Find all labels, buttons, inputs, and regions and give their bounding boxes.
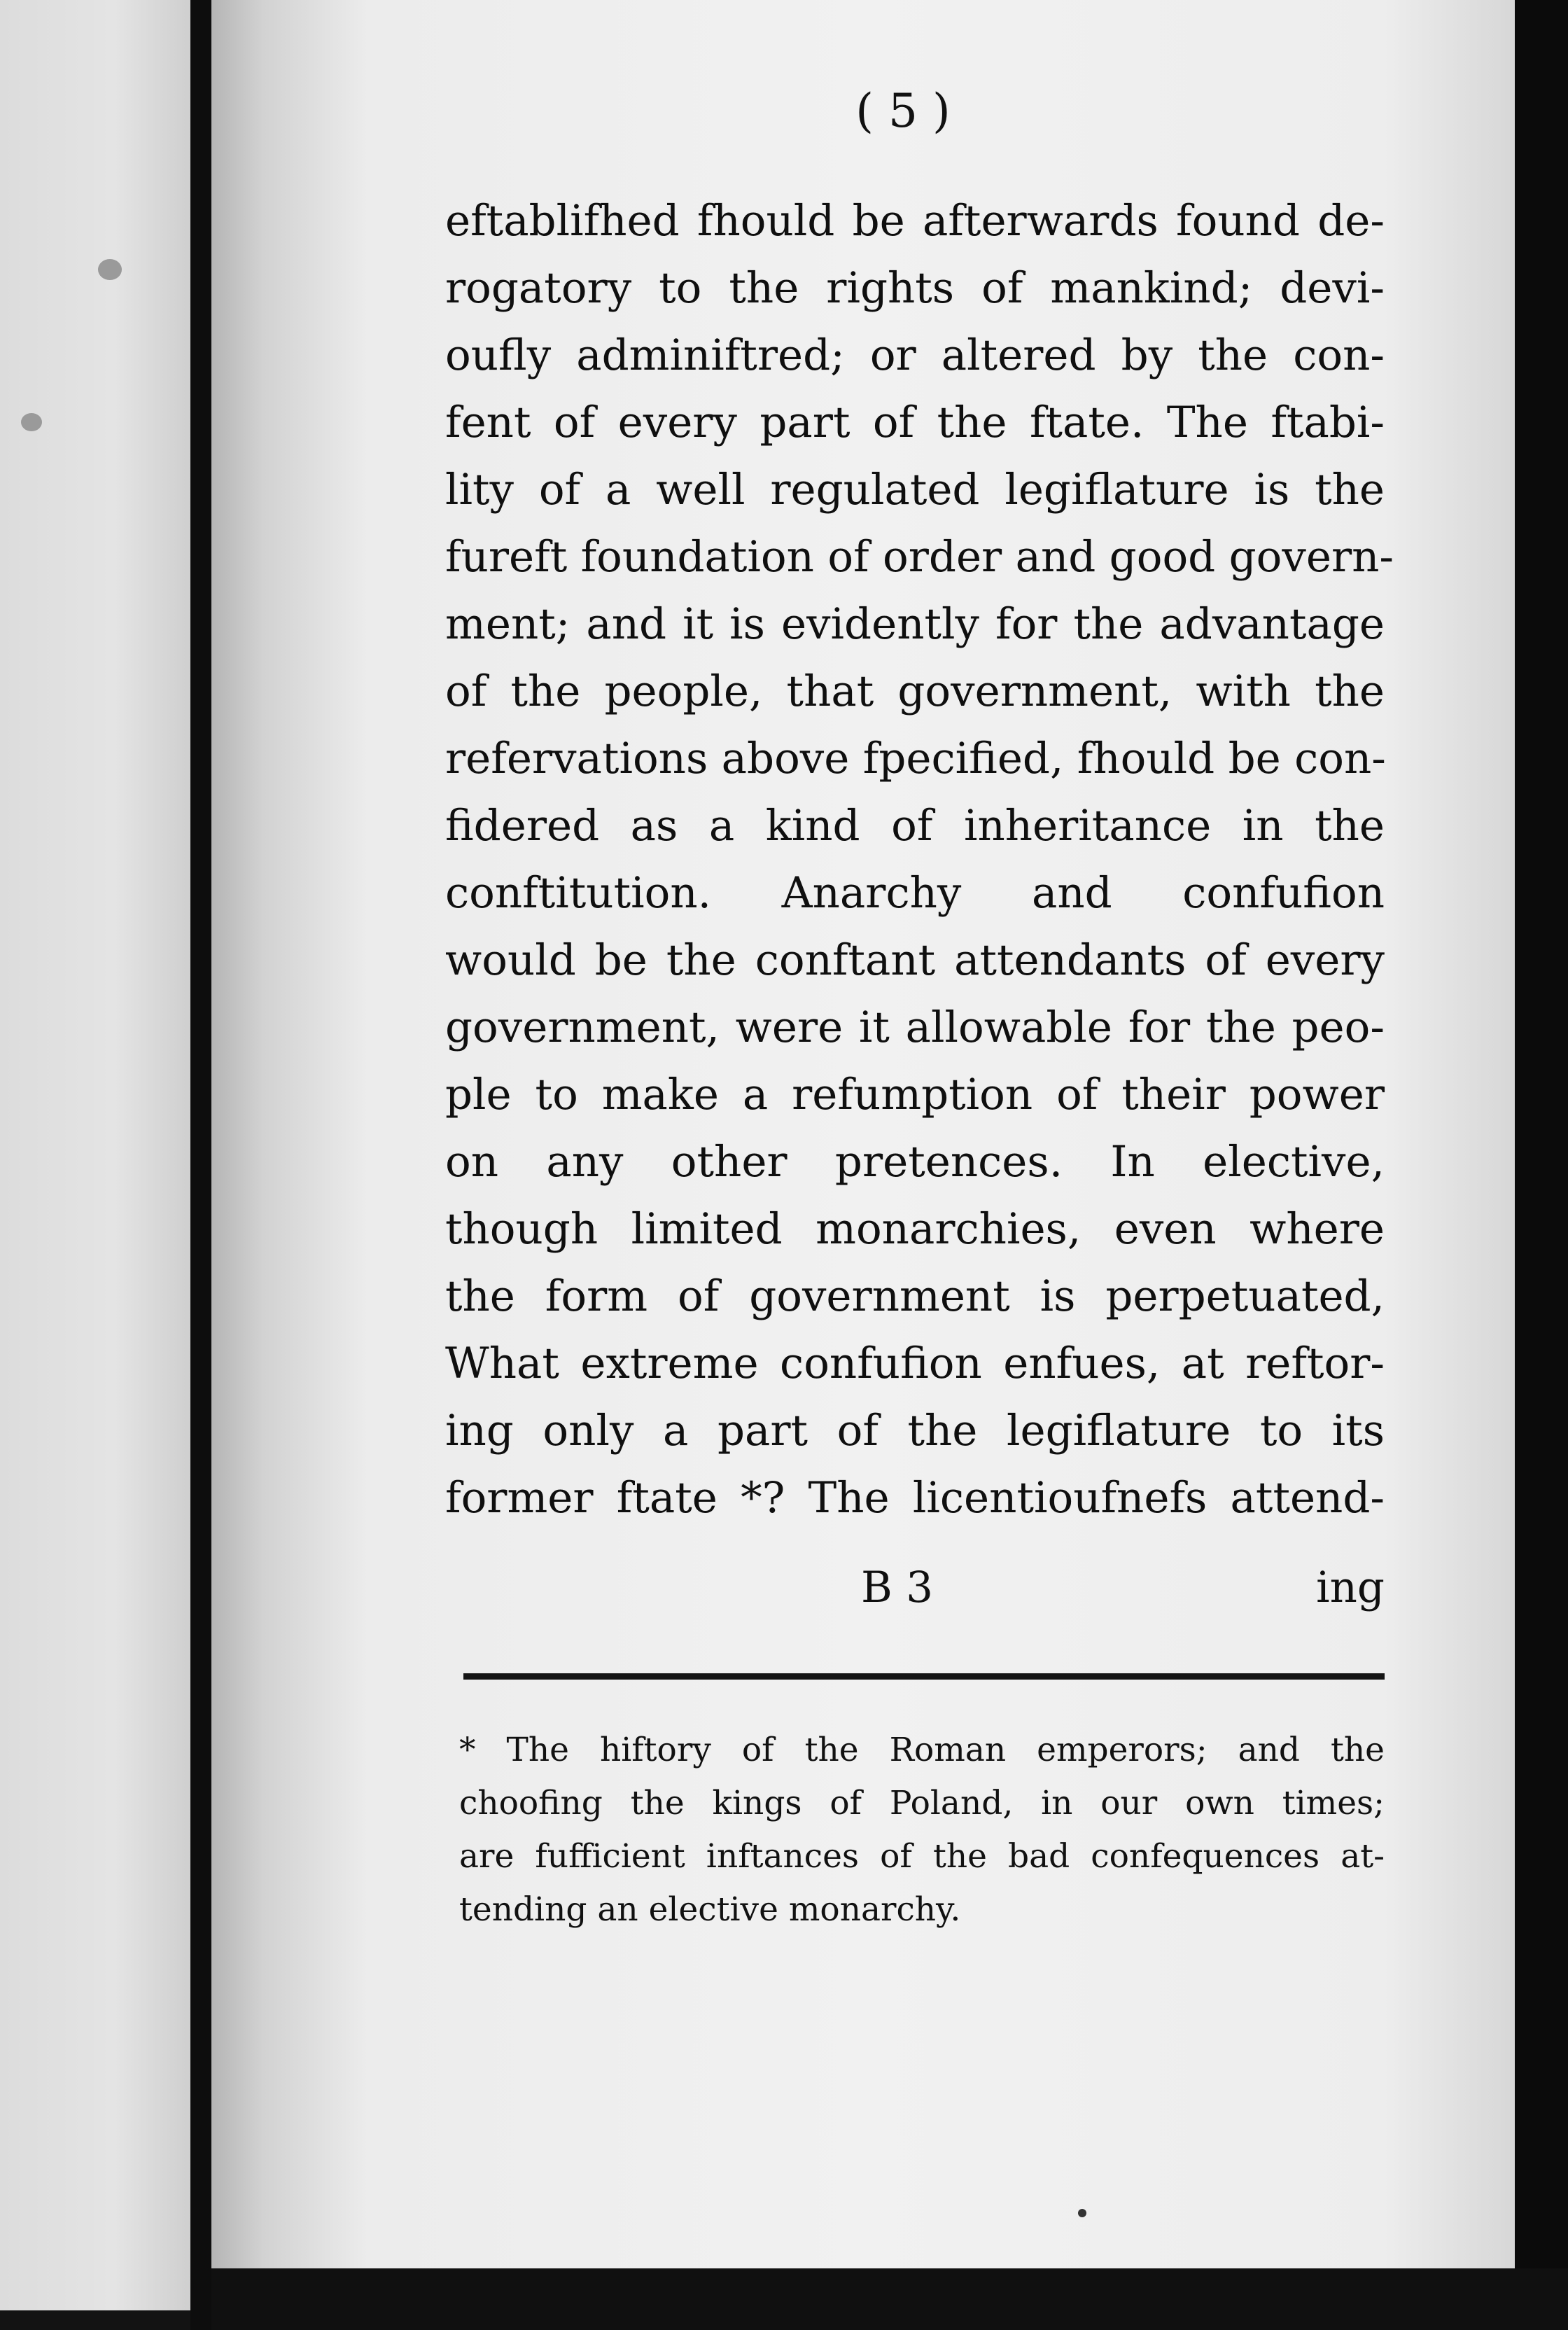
page-number: ( 5 ) [855,84,951,138]
signature-mark: B 3 [861,1563,934,1612]
body-line: would be the conftant attendants of every [445,935,1385,985]
paper-speck [21,413,42,431]
body-line: ple to make a refumption of their power [445,1070,1385,1119]
page-bottom-shadow [211,2268,1568,2330]
footnote-line: are fufficient inftances of the bad confequences at- [459,1837,1385,1876]
body-line: lity of a well regulated legiflature is the [445,465,1385,515]
paper-speck [98,259,122,280]
footnote-line: * The hiftory of the Roman emperors; and the [459,1731,1385,1769]
body-line: What extreme confufion enfues, at reftor- [445,1339,1385,1388]
footnote-line: tending an elective monarchy. [459,1890,961,1929]
body-line: on any other pretences. In elective, [445,1137,1385,1187]
body-line: government, were it allowable for the peo- [445,1003,1385,1052]
paper-speck [1078,2209,1086,2217]
body-line: of the people, that government, with the [445,667,1385,716]
body-line: conftitution. Anarchy and confufion [445,868,1385,918]
body-line: ing only a part of the legiflature to its [445,1406,1385,1456]
facing-page-edge [0,0,190,2310]
body-line: fureft foundation of order and good govern- [445,532,1394,582]
body-line: fent of every part of the ftate. The ftabi- [445,398,1385,447]
page-right-shadow [1515,0,1568,2330]
body-line: the form of government is perpetuated, [445,1271,1385,1321]
body-line: eftablifhed fhould be afterwards found de- [445,196,1385,246]
body-line: rogatory to the rights of mankind; devi- [445,263,1385,313]
body-line: former ftate *? The licentioufnefs attend- [445,1473,1385,1523]
catchword: ing [1316,1563,1385,1612]
body-line: fidered as a kind of inheritance in the [445,801,1385,851]
direction-line [445,1554,1385,1621]
footnote-line: choofing the kings of Poland, in our own times; [459,1784,1385,1822]
footnote-rule [463,1673,1385,1680]
body-line: though limited monarchies, even where [445,1204,1385,1254]
body-line: ment; and it is evidently for the advantage [445,599,1385,649]
book-gutter [190,0,211,2330]
body-line: refervations above fpecified, fhould be con- [445,734,1386,783]
body-line: oufly adminiftred; or altered by the con- [445,330,1385,380]
